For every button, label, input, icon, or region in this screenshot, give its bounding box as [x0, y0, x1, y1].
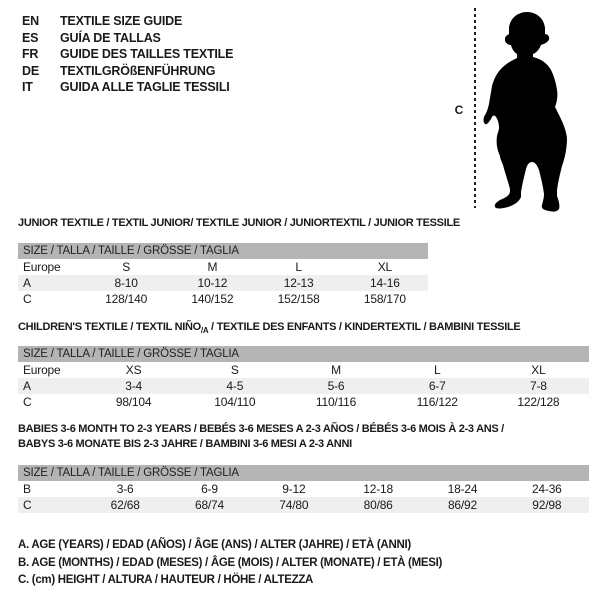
children-title-post: / TEXTILE DES ENFANTS / KINDERTEXTIL / BAMBINI TESSILE — [208, 321, 521, 333]
language-title-list — [22, 13, 233, 96]
babies-title-line1: BABIES 3-6 MONTH TO 2-3 YEARS / BEBÉS 3-6 MESES A 2-3 AÑOS / BÉBÉS 3-6 MOIS À 2-3 ANS / — [18, 423, 504, 435]
size-cell: 98/104 — [115, 395, 152, 409]
height-measure-dashed-line — [474, 8, 476, 208]
size-cell: 122/128 — [517, 395, 560, 409]
lang-code: DE — [22, 63, 39, 78]
table-row — [18, 394, 589, 410]
babies-title-line2: BABYS 3-6 MONATE BIS 2-3 JAHRE / BAMBINI 3-6 MESI A 2-3 ANNI — [18, 438, 352, 450]
row-label: C — [23, 395, 32, 409]
size-cell: M — [207, 260, 218, 274]
size-cell: 80/86 — [363, 498, 393, 512]
size-cell: 18-24 — [447, 482, 478, 496]
lang-row-es — [22, 30, 233, 47]
size-cell: 104/110 — [214, 395, 256, 409]
lang-title: GUÍA DE TALLAS — [60, 30, 161, 45]
size-cell: L — [433, 363, 441, 377]
table-row — [18, 275, 428, 291]
size-cell: 158/170 — [363, 292, 406, 306]
babies-table-title — [18, 422, 504, 452]
lang-row-it — [22, 79, 233, 96]
size-cell: 7-8 — [530, 379, 547, 393]
size-cell: 74/80 — [279, 498, 309, 512]
size-cell: 4-5 — [226, 379, 244, 393]
lang-code: ES — [22, 30, 39, 45]
children-table-title — [18, 320, 520, 338]
lang-title: TEXTILE SIZE GUIDE — [60, 14, 183, 28]
size-cell: 10-12 — [197, 276, 228, 290]
size-header-bar: SIZE / TALLA / TAILLE / GRÖSSE / TAGLIA — [18, 346, 589, 362]
table-row — [18, 259, 428, 275]
size-header-bar: SIZE / TALLA / TAILLE / GRÖSSE / TAGLIA — [18, 465, 589, 481]
lang-code: IT — [22, 80, 33, 94]
babies-size-table — [18, 465, 589, 513]
size-cell: 14-16 — [370, 276, 400, 290]
lang-title: GUIDA ALLE TAGLIE TESSILI — [60, 80, 230, 94]
size-cell: 12-18 — [363, 482, 393, 496]
row-label: C — [23, 292, 32, 306]
size-cell: 5-6 — [327, 379, 345, 393]
row-label: C — [23, 498, 32, 512]
height-measure-label: C — [454, 103, 464, 117]
lang-row-de — [22, 63, 233, 80]
size-cell: 92/98 — [532, 498, 562, 512]
size-cell: XL — [377, 260, 393, 274]
lang-code: FR — [22, 47, 39, 61]
table-row — [18, 378, 589, 394]
row-label: B — [23, 482, 31, 496]
footnotes — [18, 537, 442, 590]
footnote-c: C. (cm) HEIGHT / ALTURA / HAUTEUR / HÖHE / ALTEZZA — [18, 574, 314, 586]
size-cell: 3-6 — [116, 482, 134, 496]
size-cell: 140/152 — [191, 292, 234, 306]
size-cell: XL — [531, 363, 546, 377]
size-cell: 6-9 — [201, 482, 218, 496]
size-cell: L — [295, 260, 302, 274]
footnote-a: A. AGE (YEARS) / EDAD (AÑOS) / ÂGE (ANS) / ALTER (JAHRE) / ETÀ (ANNI) — [18, 539, 411, 551]
size-cell: S — [122, 260, 131, 274]
size-cell: 110/116 — [315, 395, 357, 409]
size-cell: 6-7 — [428, 379, 446, 393]
size-cell: 86/92 — [447, 498, 477, 512]
size-cell: 8-10 — [114, 276, 138, 290]
junior-table-title: JUNIOR TEXTILE / TEXTIL JUNIOR/ TEXTILE JUNIOR / JUNIORTEXTIL / JUNIOR TESSILE — [18, 217, 460, 229]
size-cell: 68/74 — [194, 498, 224, 512]
size-cell: 116/122 — [416, 395, 458, 409]
row-label: Europe — [23, 260, 61, 274]
lang-row-fr — [22, 46, 233, 63]
size-cell: XS — [125, 363, 142, 377]
row-label: A — [23, 276, 31, 290]
children-title-pre: CHILDREN'S TEXTILE / TEXTIL NIÑO — [18, 321, 201, 333]
size-cell: 152/158 — [277, 292, 320, 306]
size-cell: 62/68 — [110, 498, 140, 512]
table-row — [18, 362, 589, 378]
size-cell: 128/140 — [105, 292, 148, 306]
row-label: Europe — [23, 363, 61, 377]
size-cell: 9-12 — [282, 482, 306, 496]
size-header-bar: SIZE / TALLA / TAILLE / GRÖSSE / TAGLIA — [18, 243, 428, 259]
size-cell: 24-36 — [531, 482, 562, 496]
lang-row-en — [22, 13, 233, 30]
lang-title: GUIDE DES TAILLES TEXTILE — [60, 47, 234, 61]
size-cell: 12-13 — [283, 276, 314, 290]
lang-code: EN — [22, 14, 39, 28]
size-cell: M — [331, 363, 341, 377]
toddler-silhouette-icon — [483, 8, 583, 213]
junior-size-table — [18, 243, 428, 307]
table-row — [18, 291, 428, 307]
children-title-sub: /A — [200, 326, 209, 336]
size-cell: S — [230, 363, 239, 377]
children-size-table — [18, 346, 589, 410]
row-label: A — [23, 379, 31, 393]
table-row — [18, 497, 589, 513]
lang-title: TEXTILGRÖßENFÜHRUNG — [60, 63, 216, 78]
table-row — [18, 481, 589, 497]
footnote-b: B. AGE (MONTHS) / EDAD (MESES) / ÂGE (MOIS) / ALTER (MONATE) / ETÀ (MESI) — [18, 556, 443, 569]
size-cell: 3-4 — [125, 379, 142, 393]
